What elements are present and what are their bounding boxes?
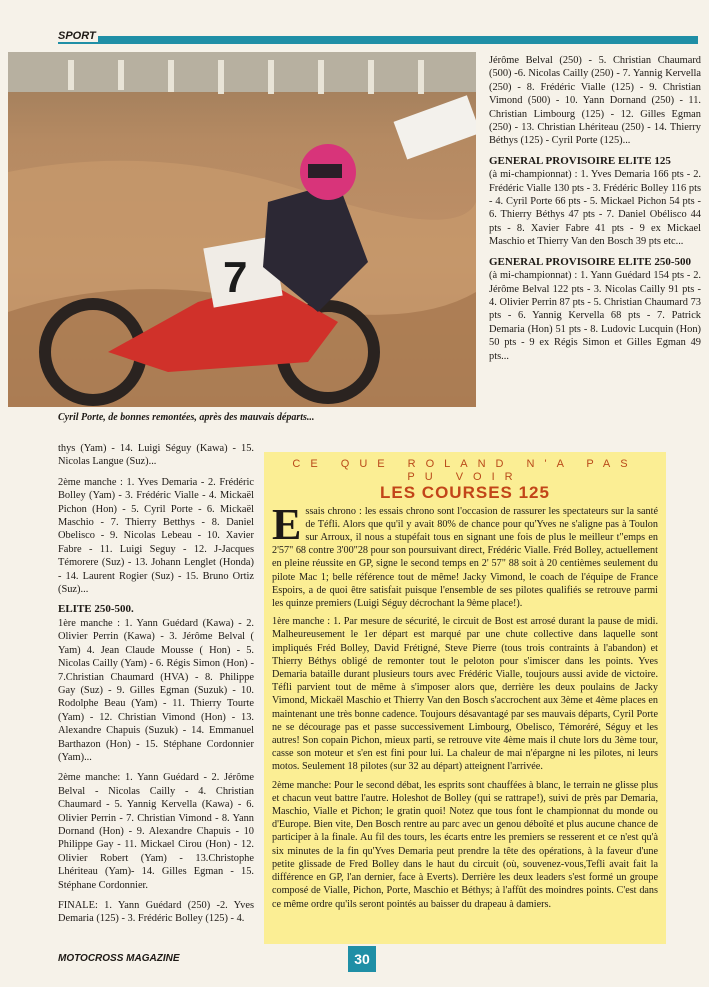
box-paragraph: 1ère manche : 1. Par mesure de sécurité, le circuit de Bost est arrosé durant la pause de midi. Malheureusement le 1er départ est marqué par une chute collective dans laquelle sont impliqués Fréd Bolley, David Frétigné, Steve Pierre (tous trois contraints à l'abandon) et Thierry Béthys obligé de remonter tout le peloton pour s'imiscer dans les points. Yves Demaria bataille durant plusieurs tours avec Frédéric Vialle, toujours aussi avide de victoire. Téfli parvient tout de même à s'imposer alors que, derrière les deux poulains de Jacky Vimond, Mickaël Maschio et Thierry Van den Bosch s'accrochent aux 3ème et 4ème places en maintenant une très bonne cadence. Toujours désavantagé par ses mauvais départs, Cyril Porte ne se décourage pas et passe successivement Limbourg, Obelisco, Témoréré, Séguy et les autres! Son copain Pichon, mieux parti, se retrouve vite 4ème mais il chute lors du 3ème tour, casse son moteur et s'en est fini pour lui. La chaleur de mai n'épargne ni les pilotes, ni leurs motos. Seulement 18 pilotes (sur 32 au départ) atteignent l'arrivée.	[272, 616, 658, 773]
standings-250-500-text: (à mi-championnat) : 1. Yann Guédard 154 pts - 2. Jérôme Belval 122 pts - 3. Nicolas Cailly 91 pts - 4. Olivier Perrin 87 pts - 5. Christian Chaumard 73 pts - 6. Yannig Kervella 68 pts - 7. Patrick Demaria (Hon) 51 pts - 8. Ludovic Lucquin (Hon) 50 pts - 9 ex Régis Simon et Gilles Egman 49 pts...	[489, 270, 701, 362]
standings-heading-250-500: GENERAL PROVISOIRE ELITE 250-500	[489, 255, 692, 268]
elite-250-500-heading: ELITE 250-500.	[58, 603, 134, 616]
right-column	[489, 54, 701, 370]
standings-heading-125: GENERAL PROVISOIRE ELITE 125	[489, 154, 671, 167]
results-text: 2ème manche : 1. Yves Demaria - 2. Frédéric Bolley (Yam) - 3. Frédéric Vialle - 4. Mickaël Pichon (Hon) - 5. Cyril Porte - 6. Mickaël Maschio - 7. Thierry Betthys - 8. Daniel Obelisco - 9. Nicolas Lebeau - 10. Xavier Fabre - 11. Luigi Seguy - 12. J-Jacques Témorere (Suz) - 13. Johann Lenglet (Honda) - 14. Laurent Rogier (Suz) - 15. Bruno Ortiz (Suz)...	[58, 476, 254, 596]
left-column	[58, 442, 254, 933]
photo-caption: Cyril Porte, de bonnes remontées, après des mauvais départs...	[58, 412, 315, 423]
standings-125-text: (à mi-championnat) : 1. Yves Demaria 166 pts - 2. Frédéric Vialle 130 pts - 3. Frédéric Bolley 116 pts - 4. Cyril Porte 66 pts - 5. Mickael Pichon 54 pts - 6. Thierry Béthys 47 pts - 7. Daniel Obélisco 44 pts - 8. Xavier Fabre 41 pts - 9 ex Mickael Maschio et Thierry Van den Bosch 39 pts etc...	[489, 169, 701, 248]
results-text: thys (Yam) - 14. Luigi Séguy (Kawa) - 15. Nicolas Langue (Suz)...	[58, 443, 254, 468]
magazine-name: MOTOCROSS MAGAZINE	[58, 953, 180, 964]
results-text: FINALE: 1. Yann Guédard (250) -2. Yves Demaria (125) - 3. Frédéric Bolley (125) - 4.	[58, 900, 254, 925]
svg-text:7: 7	[223, 253, 248, 302]
box-paragraph: ssais chrono : les essais chrono sont l'occasion de rassurer les spectateurs sur la santé de Téfli. Alors que qu'il y avait 80% de chance pour qu'Yves ne s'aligne pas à Toulon sur Arroux, il nous a stupéfait tous en signant une fois de plus le meilleur t"emps en 2'57" 68 contre 3'00"28 pour son poursuivant direct, Frédéric Vialle. Fréd Bolley, actuellement en pleine réussite en GP, signe le second temps en 2' 57" 88 soit à 20 centièmes seulement du pilote Mac 1; belle référence tout de même! Jacky Vimond, le coach de l'équipe de France Espoirs, a de quoi être satisfait puisque l'ensemble de ses pilotes qualifiés se retrouve parmi les quinze premiers (Luigi Séguy décrochant la 9ème place!).	[272, 505, 658, 610]
header-rule	[58, 36, 698, 44]
box-body	[272, 499, 658, 911]
box-kicker: CE QUE ROLAND N'A PAS PU VOIR	[292, 458, 638, 484]
race-photo	[8, 52, 476, 407]
drop-cap: E	[272, 499, 302, 549]
sidebar-box	[264, 452, 666, 944]
results-text: 1ère manche : 1. Yann Guédard (Kawa) - 2. Olivier Perrin (Kawa) - 3. Jérôme Belval ( Yam) 4. Jean Claude Mousse ( Hon) - 5. Nicolas Cailly (Yam) - 6. Régis Simon (Hon) - 7.Christian Chaumard (HVA) - 8. Philippe Gay (Suz) - 9. Gilles Egman (Suzuk) - 10. Rodolphe Beau (Yam) - 11. Thierry Tourte (Yam) - 12. Christian Vimond (Hon) - 13. Alexandre Chapuis (Suzuk) - 14. Emmanuel Barthazon (Hon) - 15. Stéphane Cordonnier (Yam)...	[58, 617, 254, 763]
page-number: 30	[348, 946, 376, 972]
section-label: SPORT	[58, 30, 96, 42]
box-title: LES COURSES 125	[380, 483, 550, 503]
motocross-rider-illustration	[8, 52, 476, 407]
results-text: Jérôme Belval (250) - 5. Christian Chaumard (500) -6. Nicolas Cailly (250) - 7. Yannig Kervella (250) - 8. Frédéric Vialle (125) - 9. Christian Vimond (500) - 10. Yann Dornand (250) - 11. Christian Limbourg (125) - 12. Gilles Egman (250) - 13. Christian Lhériteau (250) - 14. Thierry Béthys (125) - Cyril Porte (125)...	[489, 55, 701, 147]
box-paragraph: 2ème manche: Pour le second débat, les esprits sont chauffées à blanc, le terrain ne glisse plus et chacun veut battre l'autre. Holeshot de Bolley (qui se rattrape!), suivi de près par Demaria, Maschio, Vialle et Pichon; le gratin quoi! Notez que tous font le championnat du monde ou d'Europe. Bien vite, Den Bosch rentre au parc avec un genou déboîté et plus aucune chance de participer à la finale. Au fil des tours, les écarts entre les premiers se resserent et ce n'est qu'à six minutes de la fin qu'Yves Demaria peut prendre la tête des opérations, à la faveur d'une petite glissade de Fred Bolley dans le haut du circuit (où, souvenez-vous,Tefli avait fait la différence en GP, l'an dernier, face à Everts). Derrière les deux leaders s'est formé un groupe composé de Vialle, Pichon, Porte, Maschio et Béthys; à l'affût des moindres points. C'est dans ce même ordre qu'ils seront pointés au baisser du drapeau à damiers.	[272, 779, 658, 910]
results-text: 2ème manche: 1. Yann Guédard - 2. Jérôme Belval - Nicolas Cailly - 4. Christian Chaumard - 5. Yannig Kervella (Kawa) - 6. Olivier Perrin - 7. Christian Vimond - 8. Yann Dornand (Hon) - 9. Alexandre Chapuis - 10 Philippe Gay - 11. Mickael Cirou (Hon) - 12. Olivier Robert (Yam) - 13.Christophe Lhériteau (Yam)- 14. Gilles Egman - 15. Stéphane Cordonnier.	[58, 772, 254, 891]
